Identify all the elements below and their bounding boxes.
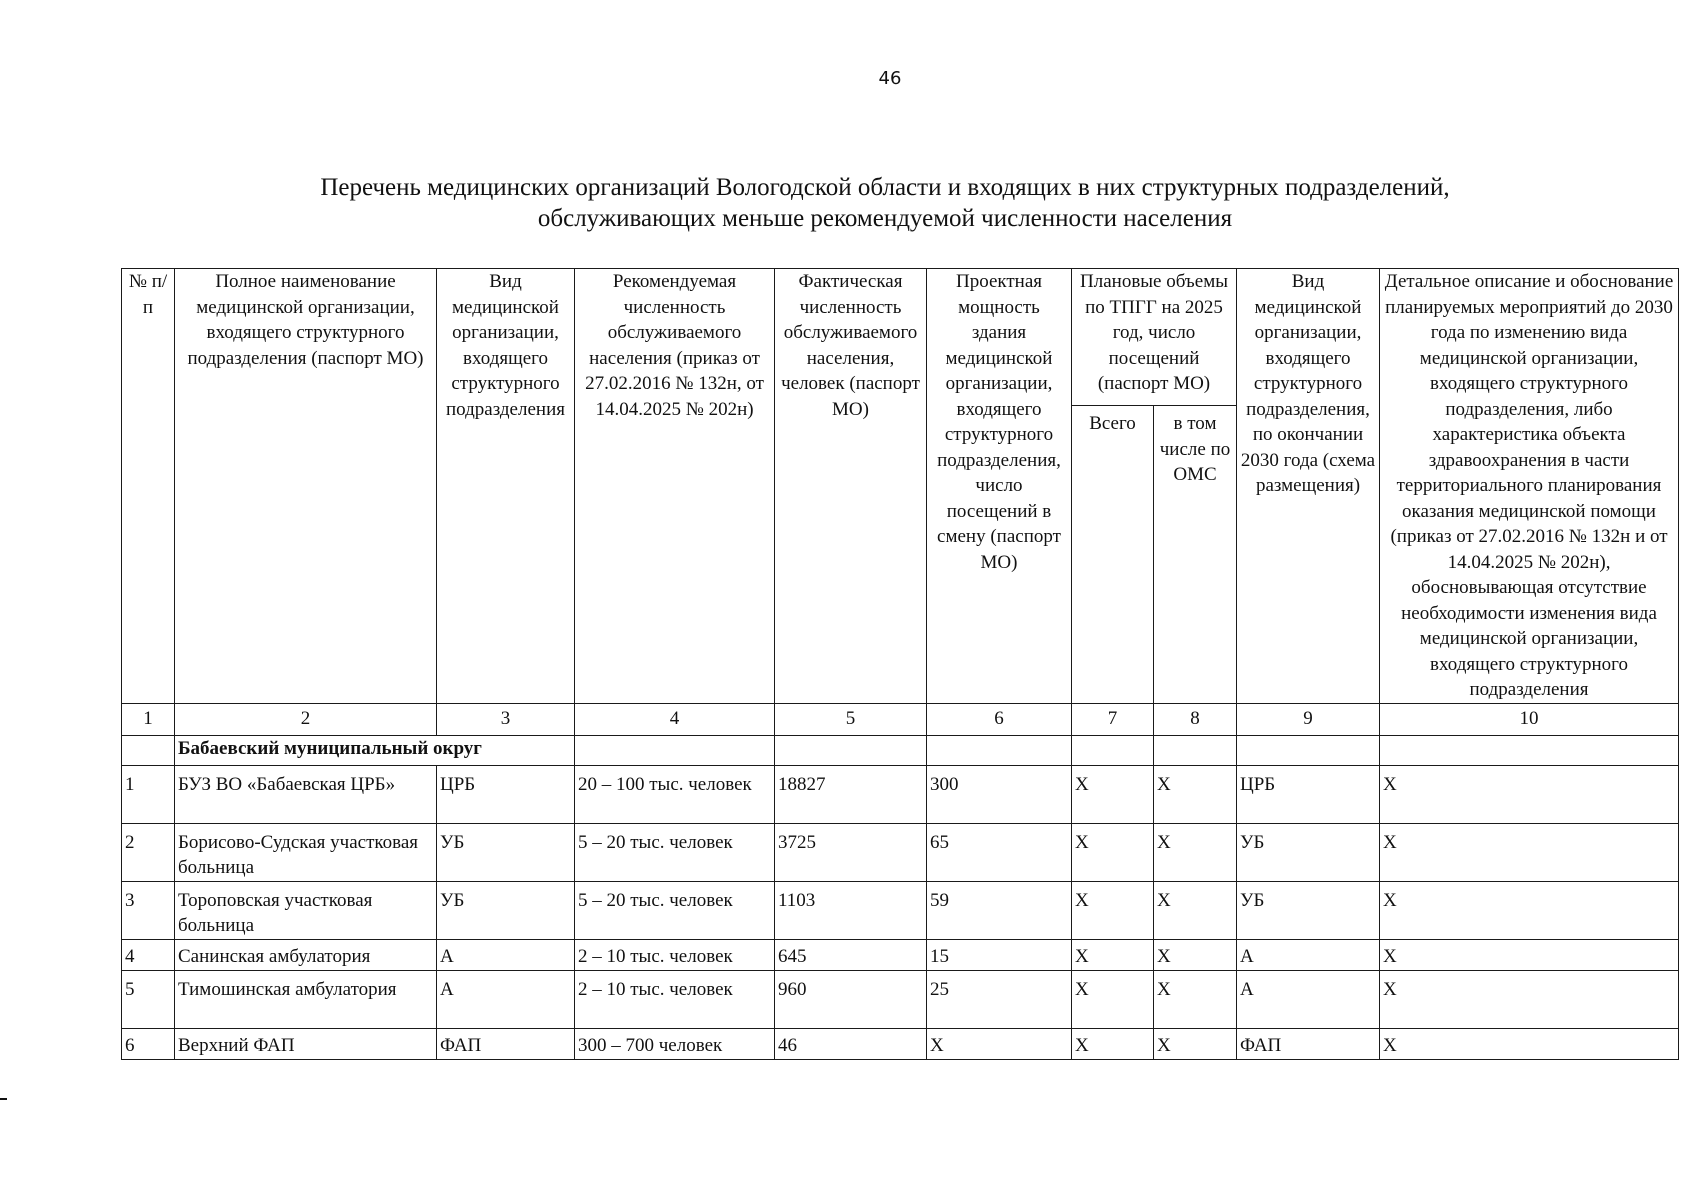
- org-name: Тимошинская амбулатория: [175, 970, 437, 1028]
- org-name: Санинская амбулатория: [175, 939, 437, 970]
- header-number: № п/п: [122, 269, 175, 704]
- actual-population: 1103: [775, 881, 927, 939]
- org-type-2030: ЦРБ: [1237, 765, 1380, 823]
- header-oms: в том числе по ОМС: [1154, 406, 1237, 703]
- column-numbers-row: [122, 703, 1679, 735]
- row-number: 2: [122, 823, 175, 881]
- column-number: 2: [175, 703, 437, 735]
- column-number: 10: [1380, 703, 1679, 735]
- column-number: 4: [575, 703, 775, 735]
- column-number: 5: [775, 703, 927, 735]
- planned-oms: Х: [1154, 765, 1237, 823]
- row-number: 3: [122, 881, 175, 939]
- header-recommended-population: Рекомендуемая численность обслуживаемого населения (приказ от 27.02.2016 № 132н, от 14.04.2025 № 202н): [575, 269, 775, 704]
- column-number: 7: [1072, 703, 1154, 735]
- planned-oms: Х: [1154, 970, 1237, 1028]
- table-row: [122, 939, 1679, 970]
- planned-oms: Х: [1154, 1028, 1237, 1059]
- org-type: УБ: [437, 823, 575, 881]
- org-type: ФАП: [437, 1028, 575, 1059]
- org-name: БУЗ ВО «Бабаевская ЦРБ»: [175, 765, 437, 823]
- org-type: ЦРБ: [437, 765, 575, 823]
- table-row: [122, 1028, 1679, 1059]
- header-total: Всего: [1072, 406, 1154, 703]
- recommended-population: 20 – 100 тыс. человек: [575, 765, 775, 823]
- description: Х: [1380, 970, 1679, 1028]
- row-number: 1: [122, 765, 175, 823]
- row-number: 5: [122, 970, 175, 1028]
- org-type-2030: УБ: [1237, 881, 1380, 939]
- planned-total: Х: [1072, 939, 1154, 970]
- recommended-population: 2 – 10 тыс. человек: [575, 939, 775, 970]
- organizations-table: [121, 268, 1679, 1060]
- header-design-capacity: Проектная мощность здания медицинской организации, входящего структурного подразделения, число посещений в смену (паспорт МО): [927, 269, 1072, 704]
- row-number: 6: [122, 1028, 175, 1059]
- org-name: Борисово-Судская участковая больница: [175, 823, 437, 881]
- header-row: [122, 269, 1679, 406]
- actual-population: 3725: [775, 823, 927, 881]
- header-description: Детальное описание и обоснование планируемых мероприятий до 2030 года по изменению вида медицинской организации, входящего структурного подразделения, либо характеристика объекта здравоохранения в части территориального планирования оказания медицинской помощи (приказ от 27.02.2016 № 132н и от 14.04.2025 № 202н), обосновывающая отсутствие необходимости изменения вида медицинской организации, входящего структурного подразделения: [1380, 269, 1679, 704]
- org-type: УБ: [437, 881, 575, 939]
- planned-oms: Х: [1154, 881, 1237, 939]
- title-line-1: Перечень медицинских организаций Вологодской области и входящих в них структурных подразделений,: [320, 174, 1450, 201]
- design-capacity: 15: [927, 939, 1072, 970]
- org-type-2030: ФАП: [1237, 1028, 1380, 1059]
- description: Х: [1380, 939, 1679, 970]
- header-planned-volumes: Плановые объемы по ТПГГ на 2025 год, число посещений (паспорт МО): [1072, 269, 1237, 406]
- table-row: [122, 765, 1679, 823]
- column-number: 6: [927, 703, 1072, 735]
- design-capacity: 300: [927, 765, 1072, 823]
- recommended-population: 5 – 20 тыс. человек: [575, 881, 775, 939]
- table-row: [122, 970, 1679, 1028]
- planned-total: Х: [1072, 1028, 1154, 1059]
- header-org-type: Вид медицинской организации, входящего структурного подразделения: [437, 269, 575, 704]
- document-title: [0, 172, 1697, 234]
- org-name: Верхний ФАП: [175, 1028, 437, 1059]
- planned-oms: Х: [1154, 823, 1237, 881]
- title-line-2: обслуживающих меньше рекомендуемой численности населения: [537, 205, 1233, 232]
- header-full-name: Полное наименование медицинской организации, входящего структурного подразделения (паспорт МО): [175, 269, 437, 704]
- org-type-2030: А: [1237, 939, 1380, 970]
- recommended-population: 5 – 20 тыс. человек: [575, 823, 775, 881]
- table-row: [122, 881, 1679, 939]
- planned-total: Х: [1072, 765, 1154, 823]
- column-number: 8: [1154, 703, 1237, 735]
- org-name: Тороповская участковая больница: [175, 881, 437, 939]
- org-type-2030: УБ: [1237, 823, 1380, 881]
- actual-population: 960: [775, 970, 927, 1028]
- description: Х: [1380, 823, 1679, 881]
- actual-population: 18827: [775, 765, 927, 823]
- design-capacity: Х: [927, 1028, 1072, 1059]
- org-type: А: [437, 939, 575, 970]
- page-number: 46: [878, 68, 902, 89]
- column-number: 1: [122, 703, 175, 735]
- row-number: 4: [122, 939, 175, 970]
- actual-population: 645: [775, 939, 927, 970]
- description: Х: [1380, 1028, 1679, 1059]
- column-number: 9: [1237, 703, 1380, 735]
- org-type-2030: А: [1237, 970, 1380, 1028]
- recommended-population: 2 – 10 тыс. человек: [575, 970, 775, 1028]
- header-actual-population: Фактическая численность обслуживаемого населения, человек (паспорт МО): [775, 269, 927, 704]
- design-capacity: 59: [927, 881, 1072, 939]
- actual-population: 46: [775, 1028, 927, 1059]
- district-name: Бабаевский муниципальный округ: [175, 735, 575, 765]
- header-org-type-2030: Вид медицинской организации, входящего структурного подразделения, по окончании 2030 года (схема размещения): [1237, 269, 1380, 704]
- planned-oms: Х: [1154, 939, 1237, 970]
- planned-total: Х: [1072, 823, 1154, 881]
- description: Х: [1380, 881, 1679, 939]
- column-number: 3: [437, 703, 575, 735]
- planned-total: Х: [1072, 970, 1154, 1028]
- description: Х: [1380, 765, 1679, 823]
- design-capacity: 25: [927, 970, 1072, 1028]
- design-capacity: 65: [927, 823, 1072, 881]
- org-type: А: [437, 970, 575, 1028]
- table-row: [122, 823, 1679, 881]
- planned-total: Х: [1072, 881, 1154, 939]
- district-row: [122, 735, 1679, 765]
- margin-mark: [0, 1098, 7, 1100]
- recommended-population: 300 – 700 человек: [575, 1028, 775, 1059]
